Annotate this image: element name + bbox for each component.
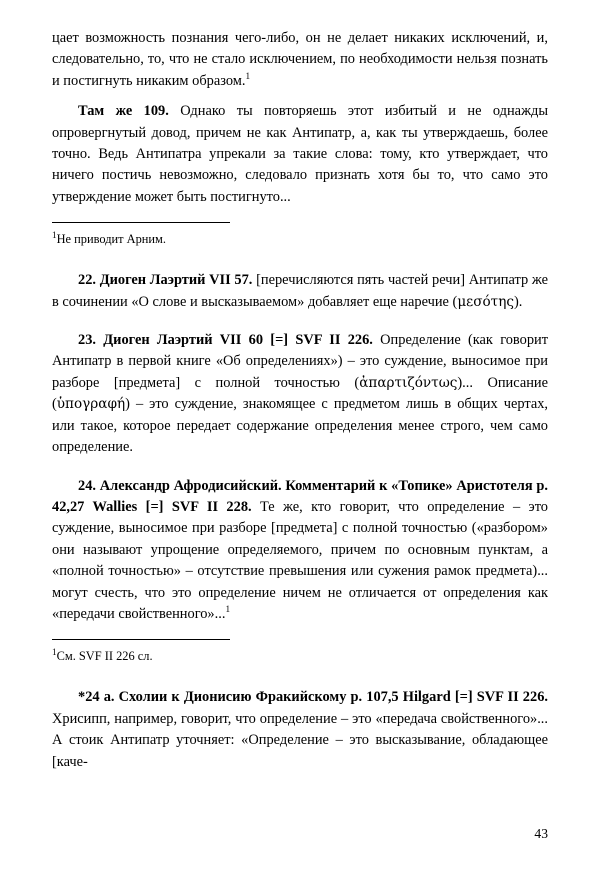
fragment-text: Хрисипп, например, говорит, что определение – это «передача свойственного»... А стоик Антипатр уточняет: «Определение – это высказывание, обладающее [каче- xyxy=(52,710,548,770)
fragment-24 xyxy=(52,476,548,626)
fragment-text: [перечисляются пять частей речи] Антипатр же в сочинении «О слове и высказываемом» добавляет еще наречие ( xyxy=(52,272,548,310)
spacer xyxy=(52,92,548,101)
fragment-24a xyxy=(52,687,548,773)
fragment-23 xyxy=(52,330,548,458)
greek-term: μεσότης xyxy=(457,293,514,310)
footnote-marker: 1 xyxy=(52,647,57,658)
fragment-text: Определение (как говорит Антипатр в первой книге «Об определениях») – это суждение, выносимое при разборе [предмета] с полной точностью ( xyxy=(52,332,549,391)
footnote-separator xyxy=(52,222,230,223)
fragment-lead: 23. Диоген Лаэртий VII 60 [=] SVF II 226. xyxy=(78,332,373,349)
fragment-22 xyxy=(52,270,548,313)
fragment-text: Те же, кто говорит, что определение – это суждение, выносимое при разборе [предмета] с полной точностью («разбором» они называют упрощение определяемого, причем по основным пунктам, а «полной точностью» – отсутствие превышения или сужения рамок предмета)... могут счесть, что это определение ничем не отличается от определения как «передачи свойственного»... xyxy=(52,498,548,622)
greek-term: ἀπαρτιζόντως xyxy=(359,374,458,391)
page-number: 43 xyxy=(534,826,548,841)
footnote-marker: 1 xyxy=(225,604,231,615)
spacer xyxy=(52,248,548,270)
footnote-1 xyxy=(52,231,548,248)
footnote-marker: 1 xyxy=(52,230,57,241)
spacer xyxy=(52,459,548,476)
paragraph-lead: Там же 109. xyxy=(78,103,169,120)
footnote-marker: 1 xyxy=(245,71,251,82)
fragment-tail: ). xyxy=(513,293,523,310)
paragraph-text: Однако ты повторяешь этот избитый и не однажды опровергнутый довод, причем не как Антипатр, а, как ты утверждаешь, более точно. Ведь Антипатра упрекали за такие слова: тому, кто утверждает, что ничего постичь невозможно, следовало признать хотя бы то, что само это утверждение может быть постигнуто... xyxy=(52,103,549,205)
fragment-tail: ) – это суждение, знакомящее с предметом лишь в общих чертах, или такое, которое передает содержание определения менее строго, чем само определение. xyxy=(52,396,548,456)
spacer xyxy=(52,665,548,687)
footnote-separator-2 xyxy=(52,639,230,640)
fragment-lead: 22. Диоген Лаэртий VII 57. xyxy=(78,272,253,289)
footnote-text: См. SVF II 226 сл. xyxy=(56,649,153,664)
spacer xyxy=(52,313,548,330)
footnote-text: Не приводит Арним. xyxy=(56,232,166,247)
greek-term-2: ὑπογραφή xyxy=(56,396,126,413)
fragment-lead: *24 a. Схолии к Дионисию Фракийскому p. 107,5 Hilgard [=] SVF II 226. xyxy=(78,689,548,706)
fragment-lead: 24. Александр Афродисийский. Комментарий к «Топике» Аристотеля p. 42,27 Wallies [=] SVF II 228. xyxy=(52,477,548,515)
paragraph-continuation xyxy=(52,28,548,92)
paragraph-tamzhe-109 xyxy=(52,101,548,208)
fragment-text-2: )... Описание ( xyxy=(52,374,548,413)
paragraph-text: цает возможность познания чего-либо, он не делает никаких исключений, и, следовательно, то, что не стало исключением, по необходимости нельзя познать и постигнуть никаким образом. xyxy=(52,30,548,89)
footnote-2 xyxy=(52,648,548,665)
